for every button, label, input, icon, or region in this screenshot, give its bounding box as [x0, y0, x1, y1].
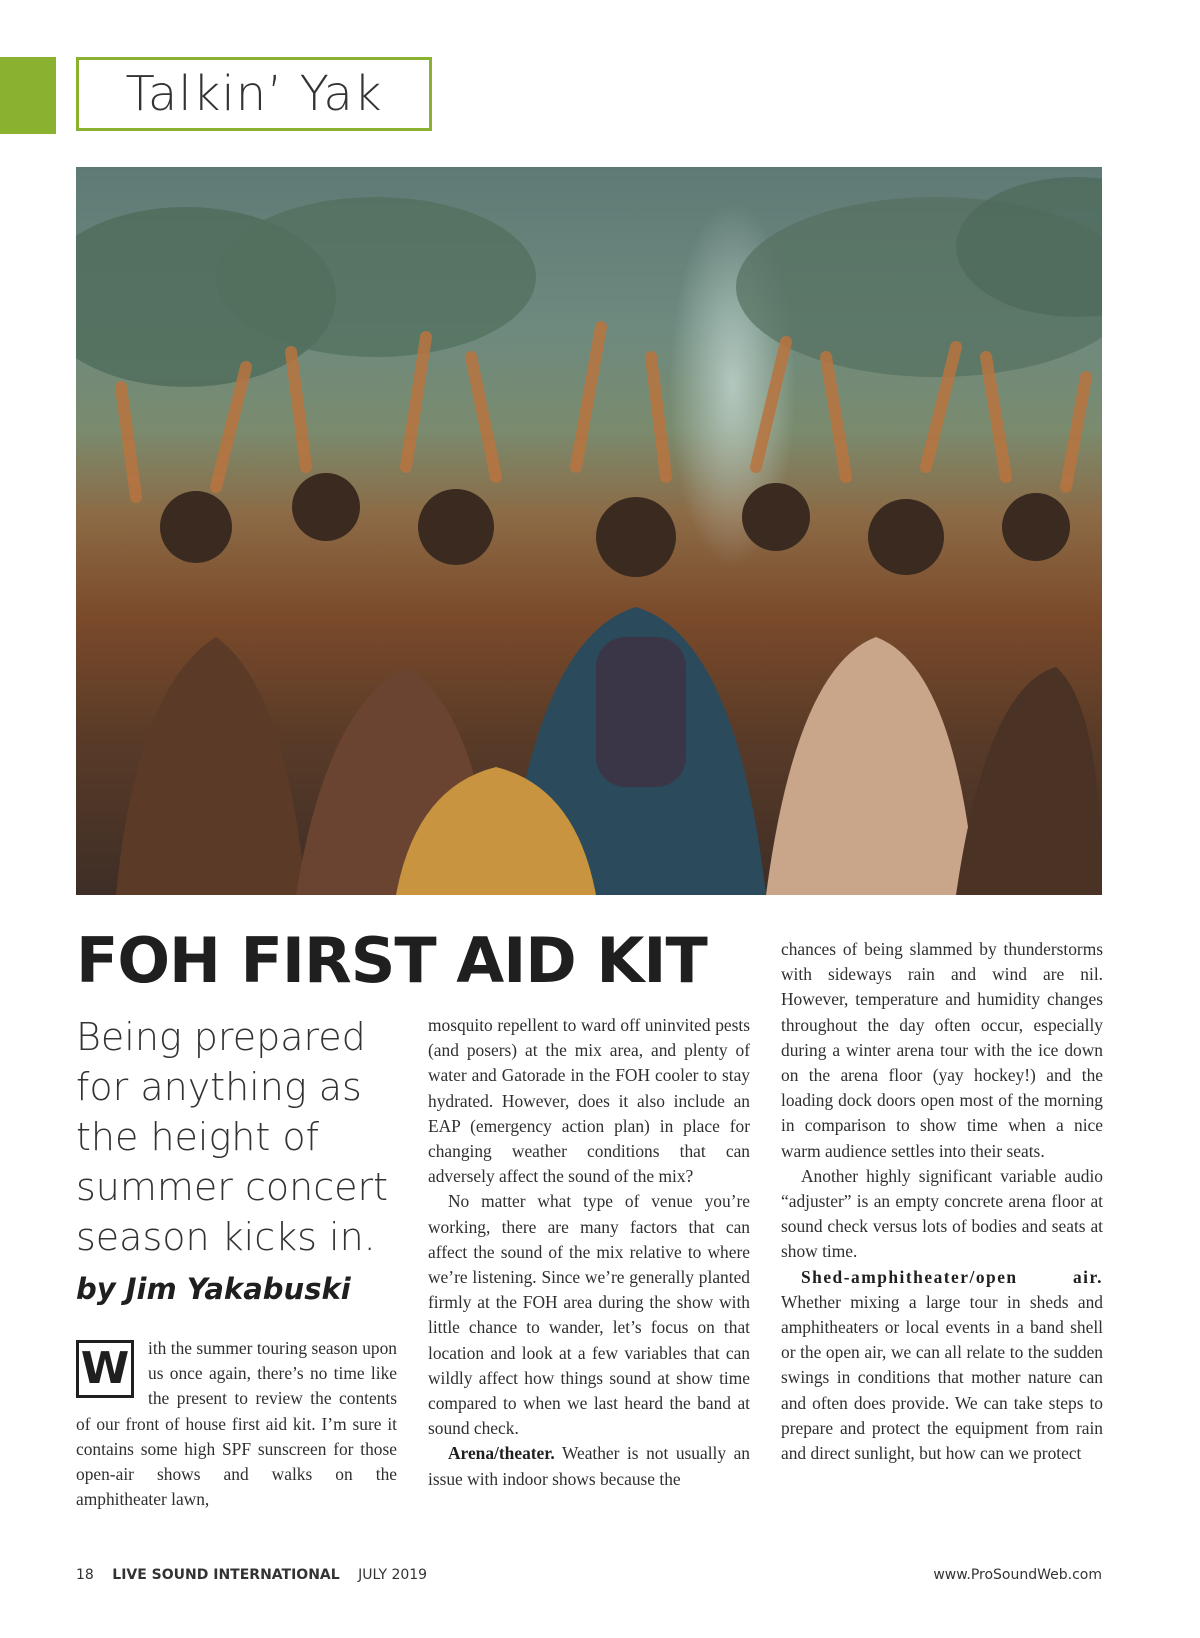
paragraph	[781, 1265, 1103, 1467]
page-footer	[76, 1567, 1102, 1589]
paragraph: No matter what type of venue you’re working, there are many factors that can affect the sound of the mix relative to where we’re listening. Since we’re generally planted firmly at the FOH area during the show with little chance to wander, let’s focus on that location and look at a few variables that can wildly affect how things sound at show time compared to when we last heard the band at sound check.	[428, 1191, 750, 1439]
page-number: 18	[76, 1567, 94, 1583]
subhead-shed-amphitheater: Shed-amphitheater/open air.	[801, 1266, 1103, 1287]
paragraph-text: Weather is not usually an issue with indoor shows because the	[428, 1443, 750, 1489]
paragraph: Another highly significant variable audio “adjuster” is an empty concrete arena floor at sound check versus lots of bodies and seats at show time.	[781, 1165, 1103, 1262]
body-column-3	[781, 937, 1103, 1466]
footer-left	[76, 1567, 427, 1583]
body-column-1	[76, 1336, 397, 1512]
paragraph	[428, 1441, 750, 1491]
section-label-box	[76, 57, 432, 131]
publication-name: LIVE SOUND INTERNATIONAL	[112, 1567, 340, 1583]
body-column-2	[428, 1013, 750, 1492]
paragraph: mosquito repellent to ward off uninvited pests (and posers) at the mix area, and plenty of water and Gatorade in the FOH cooler to stay hydrated. However, does it also include an EAP (emergency action plan) in place for changing weather conditions that can adversely affect the sound of the mix?	[428, 1015, 750, 1187]
crowd-illustration	[76, 167, 1102, 895]
concert-crowd-photo	[76, 167, 1102, 895]
issue-date: JULY 2019	[358, 1567, 428, 1583]
article-deck: Being prepared for anything as the height of summer concert season kicks in.	[76, 1015, 389, 1259]
website-url: www.ProSoundWeb.com	[933, 1567, 1102, 1583]
paragraph: ith the summer touring season upon us once again, there’s no time like the present to review the contents of our front of house first aid kit. I’m sure it contains some high SPF sunscreen for those open-air shows and walks on the amphitheater lawn,	[76, 1338, 397, 1510]
section-color-tab	[0, 57, 56, 134]
article-headline: FOH FIRST AID KIT	[76, 924, 707, 997]
subhead-arena-theater: Arena/theater.	[448, 1443, 555, 1464]
drop-cap: W	[76, 1340, 134, 1398]
paragraph: chances of being slammed by thunderstorms with sideways rain and wind are nil. However, temperature and humidity changes throughout the day often occur, especially during a winter arena tour with the ice down on the arena floor (yay hockey!) and the loading dock doors open most of the morning in comparison to show time when a nice warm audience settles into their seats.	[781, 939, 1103, 1161]
section-label: Talkin’ Yak	[125, 66, 383, 122]
paragraph-text: Whether mixing a large tour in sheds and amphitheaters or local events in a band shell or the open air, we can all relate to the sudden swings in conditions that mother nature can and often does provide. We can take steps to prepare and protect the equipment from rain and direct sunlight, but how can we protect	[781, 1291, 1103, 1464]
article-byline: by Jim Yakabuski	[76, 1272, 351, 1306]
